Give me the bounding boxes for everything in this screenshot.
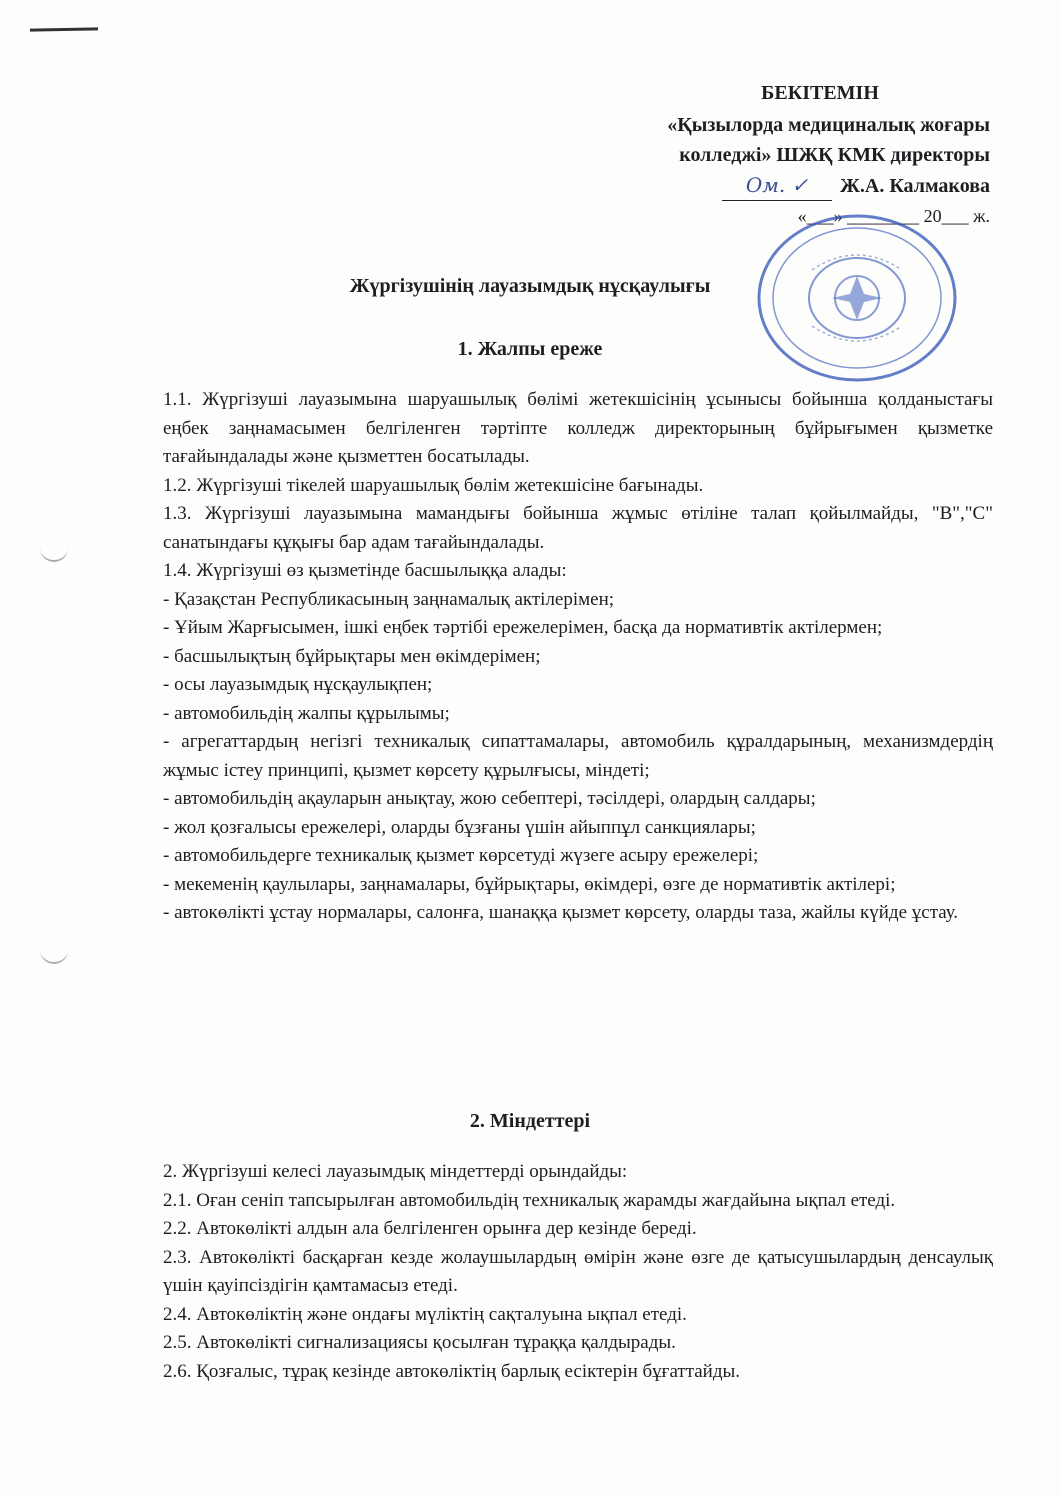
paragraph: 1.1. Жүргізуші лауазымына шаруашылық бөлімі жетекшісінің ұсынысы бойынша қолданыстағы еңбек заңнамасымен белгіленген тәртіпте колледж директорының бұйрығымен қызметке тағайындалады және қызметтен босатылады. <box>163 389 993 467</box>
section-heading-duties: 2. Міндеттері <box>469 1110 591 1132</box>
punch-hole-mark <box>40 548 68 562</box>
paragraph: 2. Жүргізуші келесі лауазымдық міндеттерді орындайды: <box>163 1161 628 1182</box>
list-item: - автомобильдің ақауларын анықтау, жою себептері, тәсілдері, олардың салдары; <box>163 788 816 809</box>
list-item: - автомобильдерге техникалық қызмет көрсетуді жүзеге асыру ережелері; <box>163 845 759 866</box>
list-item: - агрегаттардың негізгі техникалық сипаттамалары, автомобиль құралдарының, механизмдердің жұмыс істеу принципі, қызмет көрсету құрылғысы, міндеті; <box>163 731 993 781</box>
paragraph: 2.2. Автокөлікті алдын ала белгіленген орынға дер кезінде береді. <box>163 1218 697 1239</box>
list-item: - осы лауазымдық нұсқаулықпен; <box>163 674 433 695</box>
section-body-duties <box>163 1158 993 1386</box>
approval-block <box>570 78 990 231</box>
list-item: - жол қозғалысы ережелері, оларды бұзғаны үшін айыппұл санкциялары; <box>163 816 756 838</box>
section-body-general <box>163 386 993 928</box>
paragraph: 2.3. Автокөлікті басқарған кезде жолаушылардың өмірін және өзге де қатысушылардың денсаулық үшін қауіпсіздігін қамтамасыз етеді. <box>163 1246 993 1296</box>
punch-hole-mark <box>40 950 68 964</box>
paragraph: 2.6. Қозғалыс, тұрақ кезінде автокөліктің барлық есіктерін бұғаттайды. <box>163 1360 741 1382</box>
list-item: - Қазақстан Республикасының заңнамалық актілерімен; <box>163 588 615 610</box>
handwritten-signature: Ом. ✓ <box>722 170 832 201</box>
section-heading-general: 1. Жалпы ереже <box>457 338 603 360</box>
paragraph: 1.4. Жүргізуші өз қызметінде басшылыққа алады: <box>163 560 567 581</box>
paragraph: 1.3. Жүргізуші лауазымына мамандығы бойынша жұмыс өтіліне талап қойылмайды, "В","С" санатындағы құқығы бар адам тағайындалады. <box>163 503 993 553</box>
signatory-name: Ж.А. Калмакова <box>840 174 990 197</box>
signature-line <box>570 170 990 201</box>
approval-date: «___» ________ 20___ ж. <box>797 206 990 226</box>
paragraph: 2.4. Автокөліктің және ондағы мүліктің сақталуына ықпал етеді. <box>163 1303 687 1325</box>
document-title: Жүргізушінің лауазымдық нұсқаулығы <box>349 275 711 297</box>
list-item: - автомобильдің жалпы құрылымы; <box>163 702 450 724</box>
paragraph: 1.2. Жүргізуші тікелей шаруашылық бөлім жетекшісіне бағынады. <box>163 474 704 496</box>
approval-heading: БЕКІТЕМІН <box>761 82 879 104</box>
approval-org-line1: «Қызылорда медициналық жоғары <box>667 114 990 136</box>
scan-mark <box>30 27 98 31</box>
list-item: - Ұйым Жарғысымен, ішкі еңбек тәртібі ережелерімен, басқа да нормативтік актілермен; <box>163 617 883 638</box>
list-item: - мекеменің қаулылары, заңнамалары, бұйрықтары, өкімдері, өзге де нормативтік актілері; <box>163 873 896 895</box>
approval-org-line2: колледжі» ШЖҚ КМК директоры <box>679 144 990 166</box>
paragraph: 2.5. Автокөлікті сигнализациясы қосылған тұраққа қалдырады. <box>163 1332 676 1353</box>
paragraph: 2.1. Оған сеніп тапсырылған автомобильдің техникалық жарамды жағдайына ықпал етеді. <box>163 1189 896 1211</box>
list-item: - автокөлікті ұстау нормалары, салонға, шанаққа қызмет көрсету, оларды таза, жайлы күйде ұстау. <box>163 902 959 923</box>
list-item: - басшылықтың бұйрықтары мен өкімдерімен; <box>163 645 541 667</box>
